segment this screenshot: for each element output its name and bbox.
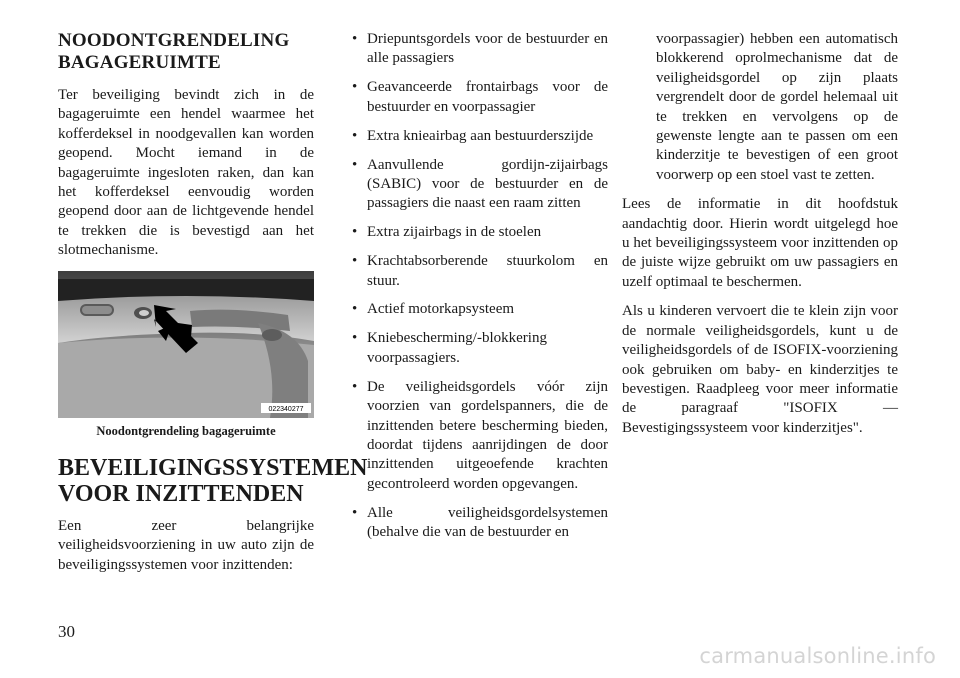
read-info-paragraph: Lees de informatie in dit hoofdstuk aandachtig door. Hierin wordt uitgelegd hoe u het beveiligingssysteem voor inzittenden op de juiste wijze gebruikt om uw passagiers en uzelf optimaal te beschermen. [622,196,898,290]
list-item: • Geavanceerde frontairbags voor de bestuurder en voorpassagier [352,79,608,115]
occupant-restraint-title: BEVEILIGINGSSYSTEMEN VOOR INZITTENDEN [58,455,368,508]
list-item: • Kniebescherming/-blokkering voorpassagiers. [352,330,547,366]
list-item: • Aanvullende gordijn-zijairbags (SABIC) voor de bestuurder en de passagiers die naast een raam zitten [352,156,608,212]
watermark: carmanualsonline.info [699,644,936,668]
trunk-release-paragraph: Ter beveiliging bevindt zich in de bagageruimte een hendel waarmee het kofferdeksel in noodgevallen kan worden geopend. Mocht iemand in de bagageruimte ingesloten raken, dan kan het kofferdeksel eenvoudig worden geopend door aan de lichtgevende hendel te trekken die is bevestigd aan het slotmechanisme. [58,87,314,259]
figure-code: 022340277 [268,405,304,413]
list-item: • Krachtabsorberende stuurkolom en stuur. [352,253,608,289]
trunk-release-heading: NOODONTGRENDELING BAGAGERUIMTE [58,30,290,73]
trunk-release-figure [58,271,314,418]
list-item: • Driepuntsgordels voor de bestuurder en alle passagiers [352,31,608,67]
list-item: • Extra knieairbag aan bestuurderszijde [352,127,594,144]
child-seat-paragraph: Als u kinderen vervoert die te klein zijn voor de normale veiligheidsgordels, kunt u de veiligheidsgordels of de ISOFIX-voorziening ook gebruiken om baby- en kinderzitjes te bevestigen. Raadpleeg voor meer informatie de paragraaf "ISOFIX — Bevestigingssysteem voor kinderzitjes". [622,303,898,436]
list-item: • Actief motorkapsysteem [352,301,515,318]
list-item-continuation: voorpassagier) hebben een automatisch blokkerend oprolmechanisme dat de veiligheidsgordel op zijn plaats vergrendelt door de gordel helemaal uit te trekken en vervolgens op de gewenste lengte aan te passen om een kinderzitje te bevestigen of een groot voorwerp op een stoel vast te zetten. [656,31,898,183]
column-2 [352,30,608,552]
column-3 [622,30,898,448]
list-item: • Extra zijairbags in de stoelen [352,224,542,241]
trunk-interior-illustration [58,271,314,418]
occupant-restraint-intro: Een zeer belangrijke veiligheidsvoorziening in uw auto zijn de beveiligingssystemen voor inzittenden: [58,518,314,573]
safety-feature-list [352,30,608,542]
list-item: • De veiligheidsgordels vóór zijn voorzien van gordelspanners, die de inzittenden betere bescherming bieden, doordat tijdens aanrijdingen de door inzittenden uitgeoefende krachten gecontroleerd worden opgevangen. [352,378,608,492]
page-number: 30 [58,622,75,641]
figure-caption: Noodontgrendeling bagageruimte [96,423,276,438]
column-1 [58,30,368,585]
list-item: • Alle veiligheidsgordelsystemen (behalve die van de bestuurder en [352,504,608,541]
